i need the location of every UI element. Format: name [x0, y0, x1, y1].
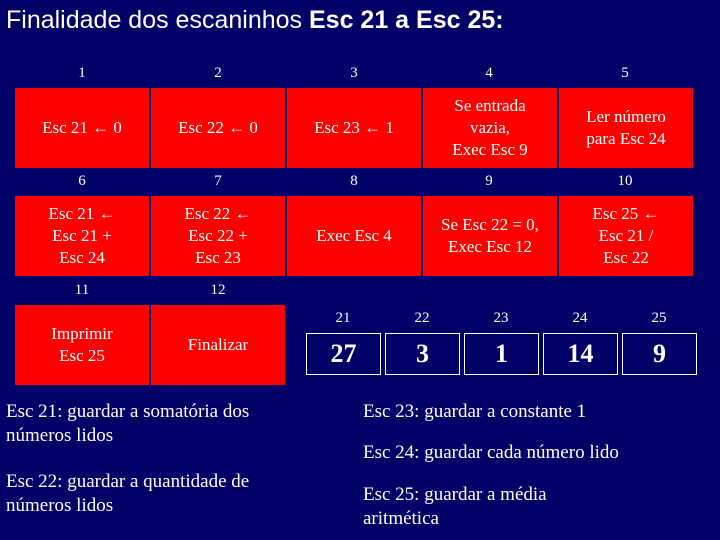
- cell-index-10: 10: [617, 173, 633, 189]
- cell-11: Imprimir Esc 25: [15, 305, 149, 385]
- cell-index-5: 5: [621, 65, 629, 81]
- cell-6: Esc 21 ← Esc 21 + Esc 24: [15, 196, 149, 276]
- cell-index-4: 4: [485, 65, 493, 81]
- cell-index-9: 9: [485, 173, 493, 189]
- register-25: 9: [622, 333, 697, 375]
- cell-1: Esc 21 ← 0: [15, 88, 149, 168]
- description-esc23: Esc 23: guardar a constante 1: [363, 401, 587, 422]
- cell-8: Exec Esc 4: [287, 196, 421, 276]
- register-21: 27: [306, 333, 381, 375]
- cell-7: Esc 22 ← Esc 22 + Esc 23: [151, 196, 285, 276]
- cell-index-8: 8: [350, 173, 358, 189]
- title-bold: Esc 21 a Esc 25:: [308, 6, 504, 34]
- register-index-21: 21: [335, 310, 351, 326]
- register-index-24: 24: [572, 310, 588, 326]
- cell-10: Esc 25 ← Esc 21 / Esc 22: [559, 196, 693, 276]
- cell-3: Esc 23 ← 1: [287, 88, 421, 168]
- cell-12: Finalizar: [151, 305, 285, 385]
- description-esc25: Esc 25: guardar a média aritmética: [363, 484, 547, 529]
- cell-index-12: 12: [210, 282, 226, 298]
- register-index-25: 25: [651, 310, 667, 326]
- register-22: 3: [385, 333, 460, 375]
- cell-9: Se Esc 22 = 0, Exec Esc 12: [423, 196, 557, 276]
- description-esc24: Esc 24: guardar cada número lido: [363, 442, 619, 463]
- cell-2: Esc 22 ← 0: [151, 88, 285, 168]
- cell-index-2: 2: [214, 65, 222, 81]
- register-23: 1: [464, 333, 539, 375]
- register-index-23: 23: [493, 310, 509, 326]
- title-normal: Finalidade dos escaninhos: [6, 6, 309, 34]
- description-esc22: Esc 22: guardar a quantidade de números lidos: [6, 471, 250, 516]
- cell-index-6: 6: [78, 173, 86, 189]
- register-index-22: 22: [414, 310, 430, 326]
- register-24: 14: [543, 333, 618, 375]
- cell-index-7: 7: [214, 173, 222, 189]
- cell-index-1: 1: [78, 65, 86, 81]
- cell-index-11: 11: [74, 282, 90, 298]
- cell-4: Se entrada vazia, Exec Esc 9: [423, 88, 557, 168]
- description-esc21: Esc 21: guardar a somatória dos números lidos: [6, 401, 250, 446]
- cell-index-3: 3: [350, 65, 358, 81]
- cell-5: Ler número para Esc 24: [559, 88, 693, 168]
- page-title: [6, 6, 504, 35]
